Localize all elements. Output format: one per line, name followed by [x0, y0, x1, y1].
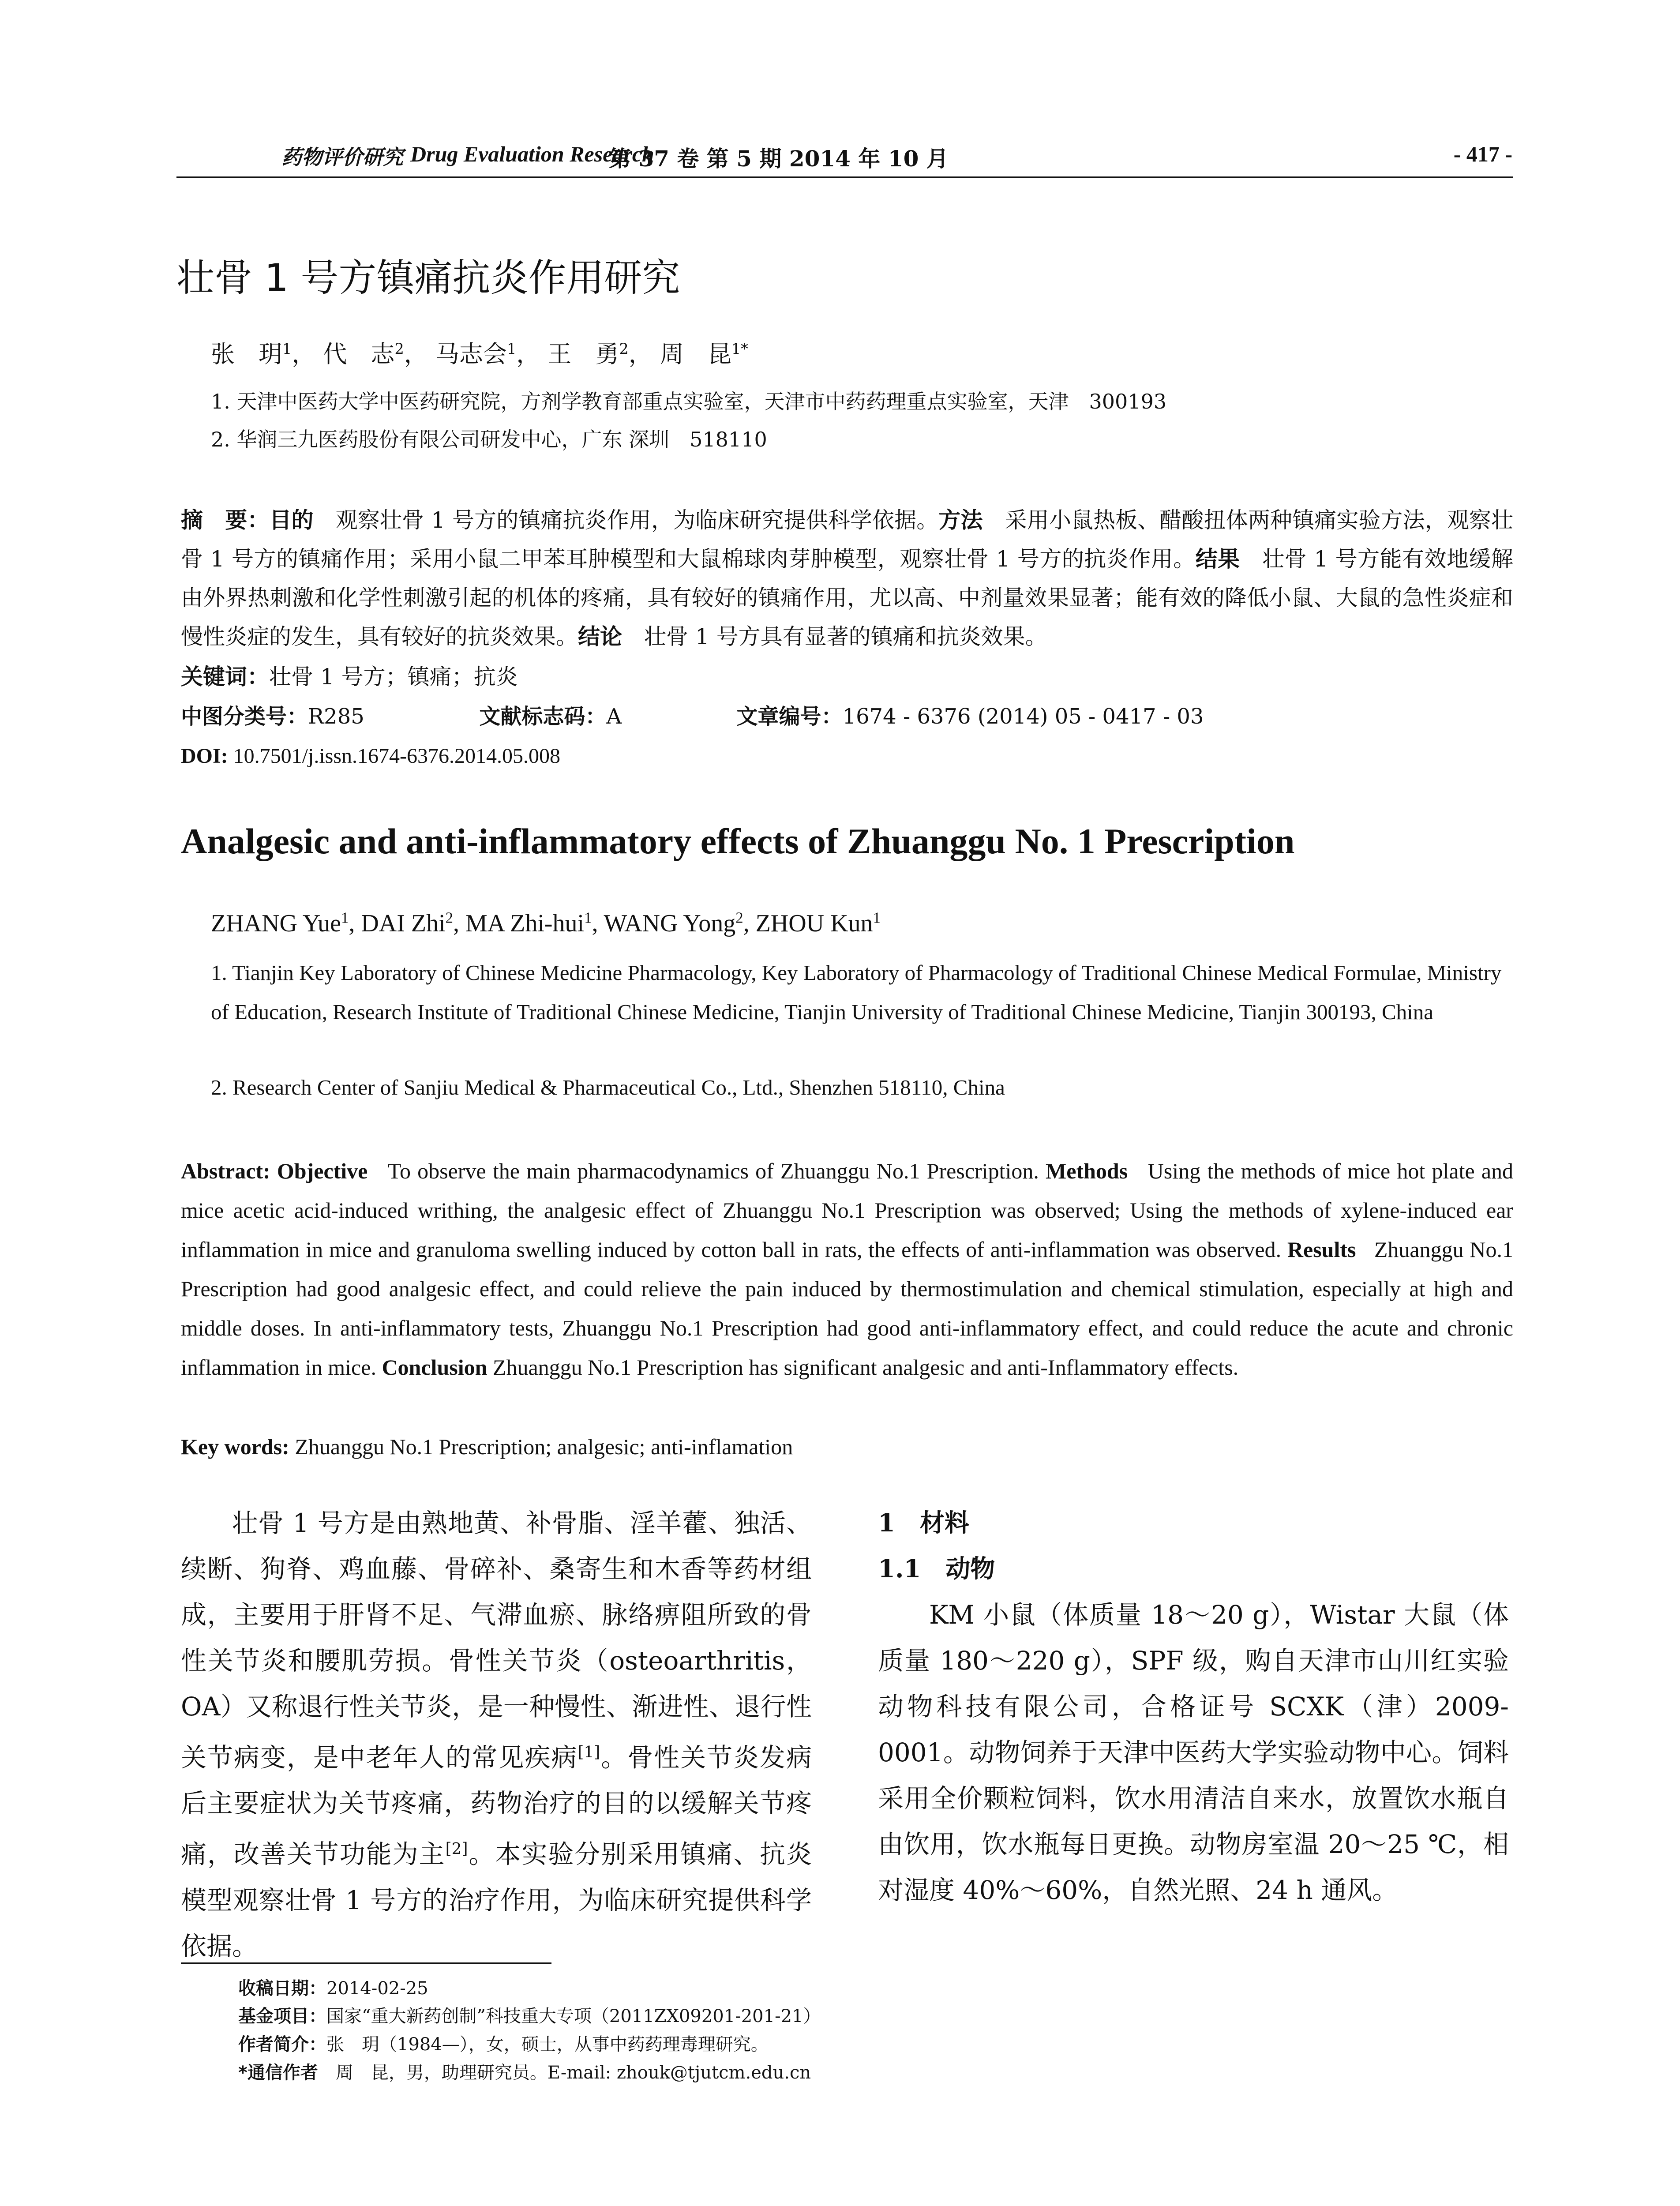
author-en: MA Zhi-hui$^1$	[465, 909, 592, 937]
section-heading-1-1: 1.1 动物	[878, 1554, 995, 1583]
affiliation-cn: 1. 天津中医药大学中医药研究院，方剂学教育部重点实验室，天津市中药药理重点实验室，天津 300193	[211, 390, 1167, 413]
author-en: ZHANG Yue$^1$	[211, 909, 349, 937]
footnote-corresponding: *通信作者 周 昆，男，助理研究员。E-mail: zhouk@tjutcm.edu.cn	[238, 2063, 811, 2083]
authors-en: ZHANG Yue$^1$, DAI Zhi$^2$, MA Zhi-hui$^1$, WANG Yong$^2$, ZHOU Kun$^1$	[211, 909, 881, 937]
author-cn: 马志会$^1$	[435, 340, 517, 368]
author-en: ZHOU Kun$^1$	[755, 909, 881, 937]
author-cn: 王 勇$^2$	[548, 340, 629, 368]
author-cn: 周 昆$^{1*}$	[660, 340, 748, 368]
doi: DOI: 10.7501/j.issn.1674-6376.2014.05.008	[181, 744, 561, 768]
footnote-author-bio: 作者简介：张 玥（1984—），女，硕士，从事中药药理毒理研究。	[238, 2034, 769, 2055]
footnote-received: 收稿日期：2014-02-25	[238, 1978, 428, 1999]
page-number: - 417 -	[1453, 142, 1512, 166]
keywords-en: Key words: Zhuanggu No.1 Prescription; analgesic; anti-inflamation	[181, 1434, 793, 1459]
abstract-cn: 摘 要：目的 观察壮骨 1 号方的镇痛抗炎作用，为临床研究提供科学依据。方法 采用小鼠热板、醋酸扭体两种镇痛实验方法，观察壮骨 1 号方的镇痛作用；采用小鼠二甲苯耳肿模型和大鼠棉球肉芽肿模型，观察壮骨 1 号方的抗炎作用。结果 壮骨 1 号方能有效地缓解由外界热刺激和化学性刺激引起的机体的疼痛，具有较好的镇痛作用，尤以高、中剂量效果显著；能有效的降低小鼠、大鼠的急性炎症和慢性炎症的发生，具有较好的抗炎效果。结论 壮骨 1 号方具有显著的镇痛和抗炎效果。	[181, 507, 1514, 649]
issue-info: 第 37 卷 第 5 期 2014 年 10 月	[609, 146, 949, 172]
footnote-rule	[181, 1962, 551, 1964]
author-cn: 代 志$^2$	[323, 340, 404, 368]
animals-paragraph: KM 小鼠（体质量 18～20 g），Wistar 大鼠（体质量 180～220 g），SPF 级，购自天津市山川红实验动物科技有限公司，合格证号 SCXK（津）2009-0001。动物饲养于天津中医药大学实验动物中心。饲料采用全价颗粒饲料，饮水用清洁自来水，放置饮水瓶自由饮用，饮水瓶每日更换。动物房室温 20～25 ℃，相对湿度 40%～60%，自然光照、24 h 通风。	[878, 1600, 1509, 1905]
section-heading-1: 1 材料	[878, 1508, 969, 1538]
title-en: Analgesic and anti-inflammatory effects of Zhuanggu No. 1 Prescription	[181, 821, 1295, 861]
affiliation-en: 2. Research Center of Sanjiu Medical & Pharmaceutical Co., Ltd., Shenzhen 518110, China	[211, 1075, 1005, 1099]
classification-row: 中图分类号：R285 文献标志码：A 文章编号：1674 - 6376 (2014) 05 - 0417 - 03	[181, 704, 1204, 729]
author-en: DAI Zhi$^2$	[361, 909, 453, 937]
authors-cn: 张 玥$^1$， 代 志$^2$， 马志会$^1$， 王 勇$^2$， 周 昆$^{1*}$	[211, 340, 748, 368]
footnote-funding: 基金项目：国家“重大新药创制”科技重大专项（2011ZX09201-201-21）	[238, 2006, 821, 2026]
journal-name-en: Drug Evaluation Research	[410, 142, 654, 166]
author-en: WANG Yong$^2$	[604, 909, 743, 937]
title-cn: 壮骨 1 号方镇痛抗炎作用研究	[176, 256, 680, 300]
header-rule	[176, 176, 1513, 178]
body-left-column	[181, 1500, 812, 1969]
abstract-en: Abstract: Objective To observe the main pharmacodynamics of Zhuanggu No.1 Prescription. Methods Using the methods of mice hot plate and mice acetic acid-induced writhing, the analgesic effect of Zhuanggu No.1 Prescription was observed; Using the methods of xylene-induced ear inflammation in mice and granuloma swelling induced by cotton ball in rats, the effects of anti-inflammation was observed. Results Zhuanggu No.1 Prescription had good analgesic effect, and could relieve the pain induced by thermostimulation and chemical stimulation, especially at high and middle doses. In anti-inflammatory tests, Zhuanggu No.1 Prescription had good anti-inflammatory effect, and could reduce the acute and chronic inflammation in mice. Conclusion Zhuanggu No.1 Prescription has significant analgesic and anti-Inflammatory effects.	[181, 1159, 1514, 1380]
author-cn: 张 玥$^1$	[211, 340, 292, 368]
body-right-column	[878, 1500, 1509, 1913]
keywords-cn: 关键词：壮骨 1 号方；镇痛；抗炎	[181, 664, 518, 690]
affiliation-en: 1. Tianjin Key Laboratory of Chinese Medicine Pharmacology, Key Laboratory of Pharmacology of Traditional Chinese Medical Formulae, Ministry of Education, Research Institute of Traditional Chinese Medicine, Tianjin University of Traditional Chinese Medicine, Tianjin 300193, China	[211, 960, 1502, 1024]
journal-logo-cn: 药物评价研究	[281, 145, 403, 169]
citation-1[interactable]: [1]	[578, 1743, 600, 1761]
affiliation-cn: 2. 华润三九医药股份有限公司研发中心，广东 深圳 518110	[211, 428, 767, 451]
intro-paragraph: 壮骨 1 号方是由熟地黄、补骨脂、淫羊藿、独活、续断、狗脊、鸡血藤、骨碎补、桑寄生和木香等药材组成，主要用于肝肾不足、气滞血瘀、脉络痹阻所致的骨性关节炎和腰肌劳损。骨性关节炎（osteoarthritis，OA）又称退行性关节炎，是一种慢性、渐进性、退行性关节病变，是中老年人的常见疾病[1]。骨性关节炎发病后主要症状为关节疼痛，药物治疗的目的以缓解关节疼痛，改善关节功能为主[2]。本实验分别采用镇痛、抗炎模型观察壮骨 1 号方的治疗作用，为临床研究提供科学依据。	[181, 1508, 812, 1961]
citation-2[interactable]: [2]	[445, 1840, 468, 1858]
